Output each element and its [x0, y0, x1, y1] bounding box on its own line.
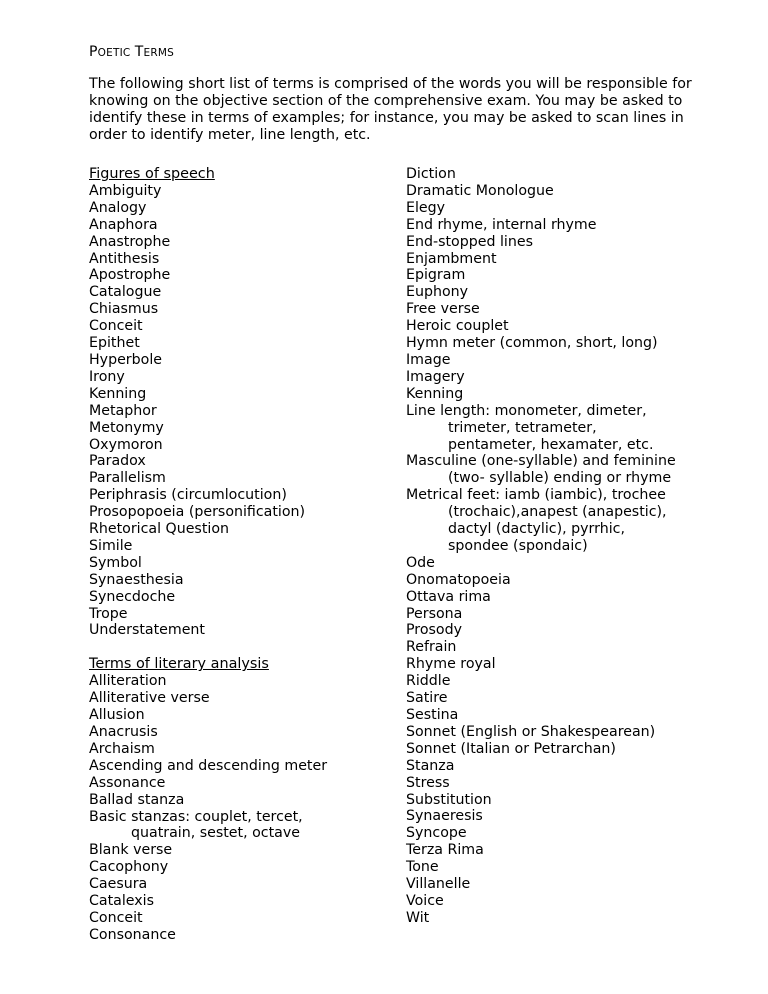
list-item-continuation: pentameter, hexamater, etc. [448, 436, 654, 453]
list-item: Archaism [89, 740, 155, 757]
list-item: Sonnet (Italian or Petrarchan) [406, 740, 616, 757]
list-item: Substitution [406, 791, 492, 808]
list-item: Rhyme royal [406, 656, 496, 673]
analysis-list-2 [89, 842, 389, 943]
list-item-continuation: (two- syllable) ending or rhyme [448, 470, 672, 487]
list-item: Hyperbole [89, 351, 162, 368]
list-item: Epigram [406, 267, 466, 284]
list-item: Metrical feet: iamb (iambic), trochee [406, 487, 666, 504]
list-item: Conceit [89, 909, 143, 926]
list-item: Cacophony [89, 859, 169, 876]
list-item: Stress [406, 774, 450, 791]
title-initial: T [134, 44, 144, 60]
list-item: Voice [406, 892, 444, 909]
list-item: Blank verse [89, 842, 173, 859]
list-item-continuation: dactyl (dactylic), pyrrhic, [448, 521, 625, 538]
list-item: Sonnet (English or Shakespearean) [406, 723, 656, 740]
list-item: Wit [406, 909, 430, 926]
analysis-heading: Terms of literary analysis [89, 656, 269, 673]
list-item: Ottava rima [406, 588, 491, 605]
list-item: Simile [89, 537, 133, 554]
list-item: Heroic couplet [406, 318, 509, 335]
title-smallcaps: ERMS [143, 47, 174, 59]
list-item: Sestina [406, 707, 459, 723]
right-list-2 [406, 555, 706, 927]
list-item: Riddle [406, 673, 451, 690]
list-item: Paradox [89, 453, 146, 470]
title-smallcaps: OETIC [97, 47, 131, 59]
list-item: Imagery [406, 368, 465, 385]
list-item: Image [406, 351, 451, 368]
list-item: Masculine (one-syllable) and feminine [406, 453, 676, 470]
figures-heading: Figures of speech [89, 166, 215, 182]
list-item: Syncope [406, 825, 467, 842]
list-item: Allusion [89, 707, 145, 724]
list-item: Consonance [89, 926, 176, 943]
list-item: Kenning [406, 385, 464, 402]
list-item: Free verse [406, 301, 480, 318]
list-item: Analogy [89, 199, 147, 216]
list-item: Synaeresis [406, 808, 483, 825]
list-item: Ambiguity [89, 182, 162, 199]
list-item: Assonance [89, 774, 166, 791]
list-item: Line length: monometer, dimeter, [406, 402, 647, 419]
list-item: Kenning [89, 385, 147, 402]
list-item: Euphony [406, 284, 469, 301]
list-item: Ballad stanza [89, 791, 185, 808]
list-item: Synaesthesia [89, 571, 184, 588]
list-item: Metaphor [89, 402, 157, 419]
list-item: Understatement [89, 622, 205, 639]
list-item: Basic stanzas: couplet, tercet, [89, 808, 303, 825]
page-title [89, 44, 174, 60]
list-item: Caesura [89, 876, 148, 893]
list-item: Alliteration [89, 673, 167, 690]
list-item: Satire [406, 690, 448, 707]
list-item: Anastrophe [89, 233, 171, 250]
right-column [406, 166, 706, 927]
list-item: Anacrusis [89, 724, 158, 740]
list-item-continuation: trimeter, tetrameter, [448, 419, 597, 436]
list-item: Apostrophe [89, 267, 171, 284]
list-item: Rhetorical Question [89, 521, 229, 538]
list-item: Parallelism [89, 470, 166, 487]
list-item-continuation: (trochaic),anapest (anapestic), [448, 504, 667, 521]
title-initial: P [89, 44, 98, 60]
list-item: End-stopped lines [406, 233, 533, 250]
list-item-continuation: quatrain, sestet, octave [131, 825, 300, 842]
list-item: Diction [406, 166, 456, 182]
list-item: Irony [89, 368, 125, 385]
spacer [89, 639, 389, 656]
list-item: Ascending and descending meter [89, 757, 328, 774]
list-item: Catalexis [89, 893, 155, 910]
list-item: Prosopopoeia (personification) [89, 504, 306, 521]
list-item: Epithet [89, 335, 140, 352]
list-item: Alliterative verse [89, 690, 210, 707]
list-item: Synecdoche [89, 588, 176, 605]
figures-list [89, 183, 389, 639]
list-item: Tone [406, 859, 439, 876]
list-item: Elegy [406, 199, 446, 216]
list-item: Terza Rima [406, 842, 484, 859]
list-item: Enjambment [406, 250, 497, 267]
list-item: Hymn meter (common, short, long) [406, 335, 658, 352]
list-item: Prosody [406, 622, 462, 639]
list-item: Antithesis [89, 250, 160, 267]
list-item: Onomatopoeia [406, 571, 511, 588]
list-item: End rhyme, internal rhyme [406, 216, 597, 233]
intro-paragraph: The following short list of terms is comprised of the words you will be responsible for knowing on the objective section of the comprehensive exam. You may be asked to identify these in terms of examples; for instance, you may be asked to scan lines in order to identify meter, line length, etc. [89, 76, 692, 143]
list-item: Conceit [89, 318, 143, 335]
list-item: Catalogue [89, 284, 162, 301]
right-list [406, 166, 706, 403]
list-item: Refrain [406, 639, 457, 656]
left-column [89, 166, 389, 944]
list-item: Villanelle [406, 876, 471, 893]
list-item: Dramatic Monologue [406, 182, 554, 199]
list-item: Persona [406, 605, 463, 622]
list-item: Stanza [406, 757, 455, 774]
list-item: Periphrasis (circumlocution) [89, 487, 287, 504]
list-item: Metonymy [89, 419, 164, 436]
analysis-list [89, 673, 389, 808]
list-item: Anaphora [89, 216, 158, 233]
list-item-continuation: spondee (spondaic) [448, 537, 588, 554]
list-item: Oxymoron [89, 436, 163, 453]
list-item: Symbol [89, 554, 142, 571]
list-item: Ode [406, 554, 435, 571]
list-item: Chiasmus [89, 301, 159, 318]
list-item: Trope [89, 605, 128, 622]
